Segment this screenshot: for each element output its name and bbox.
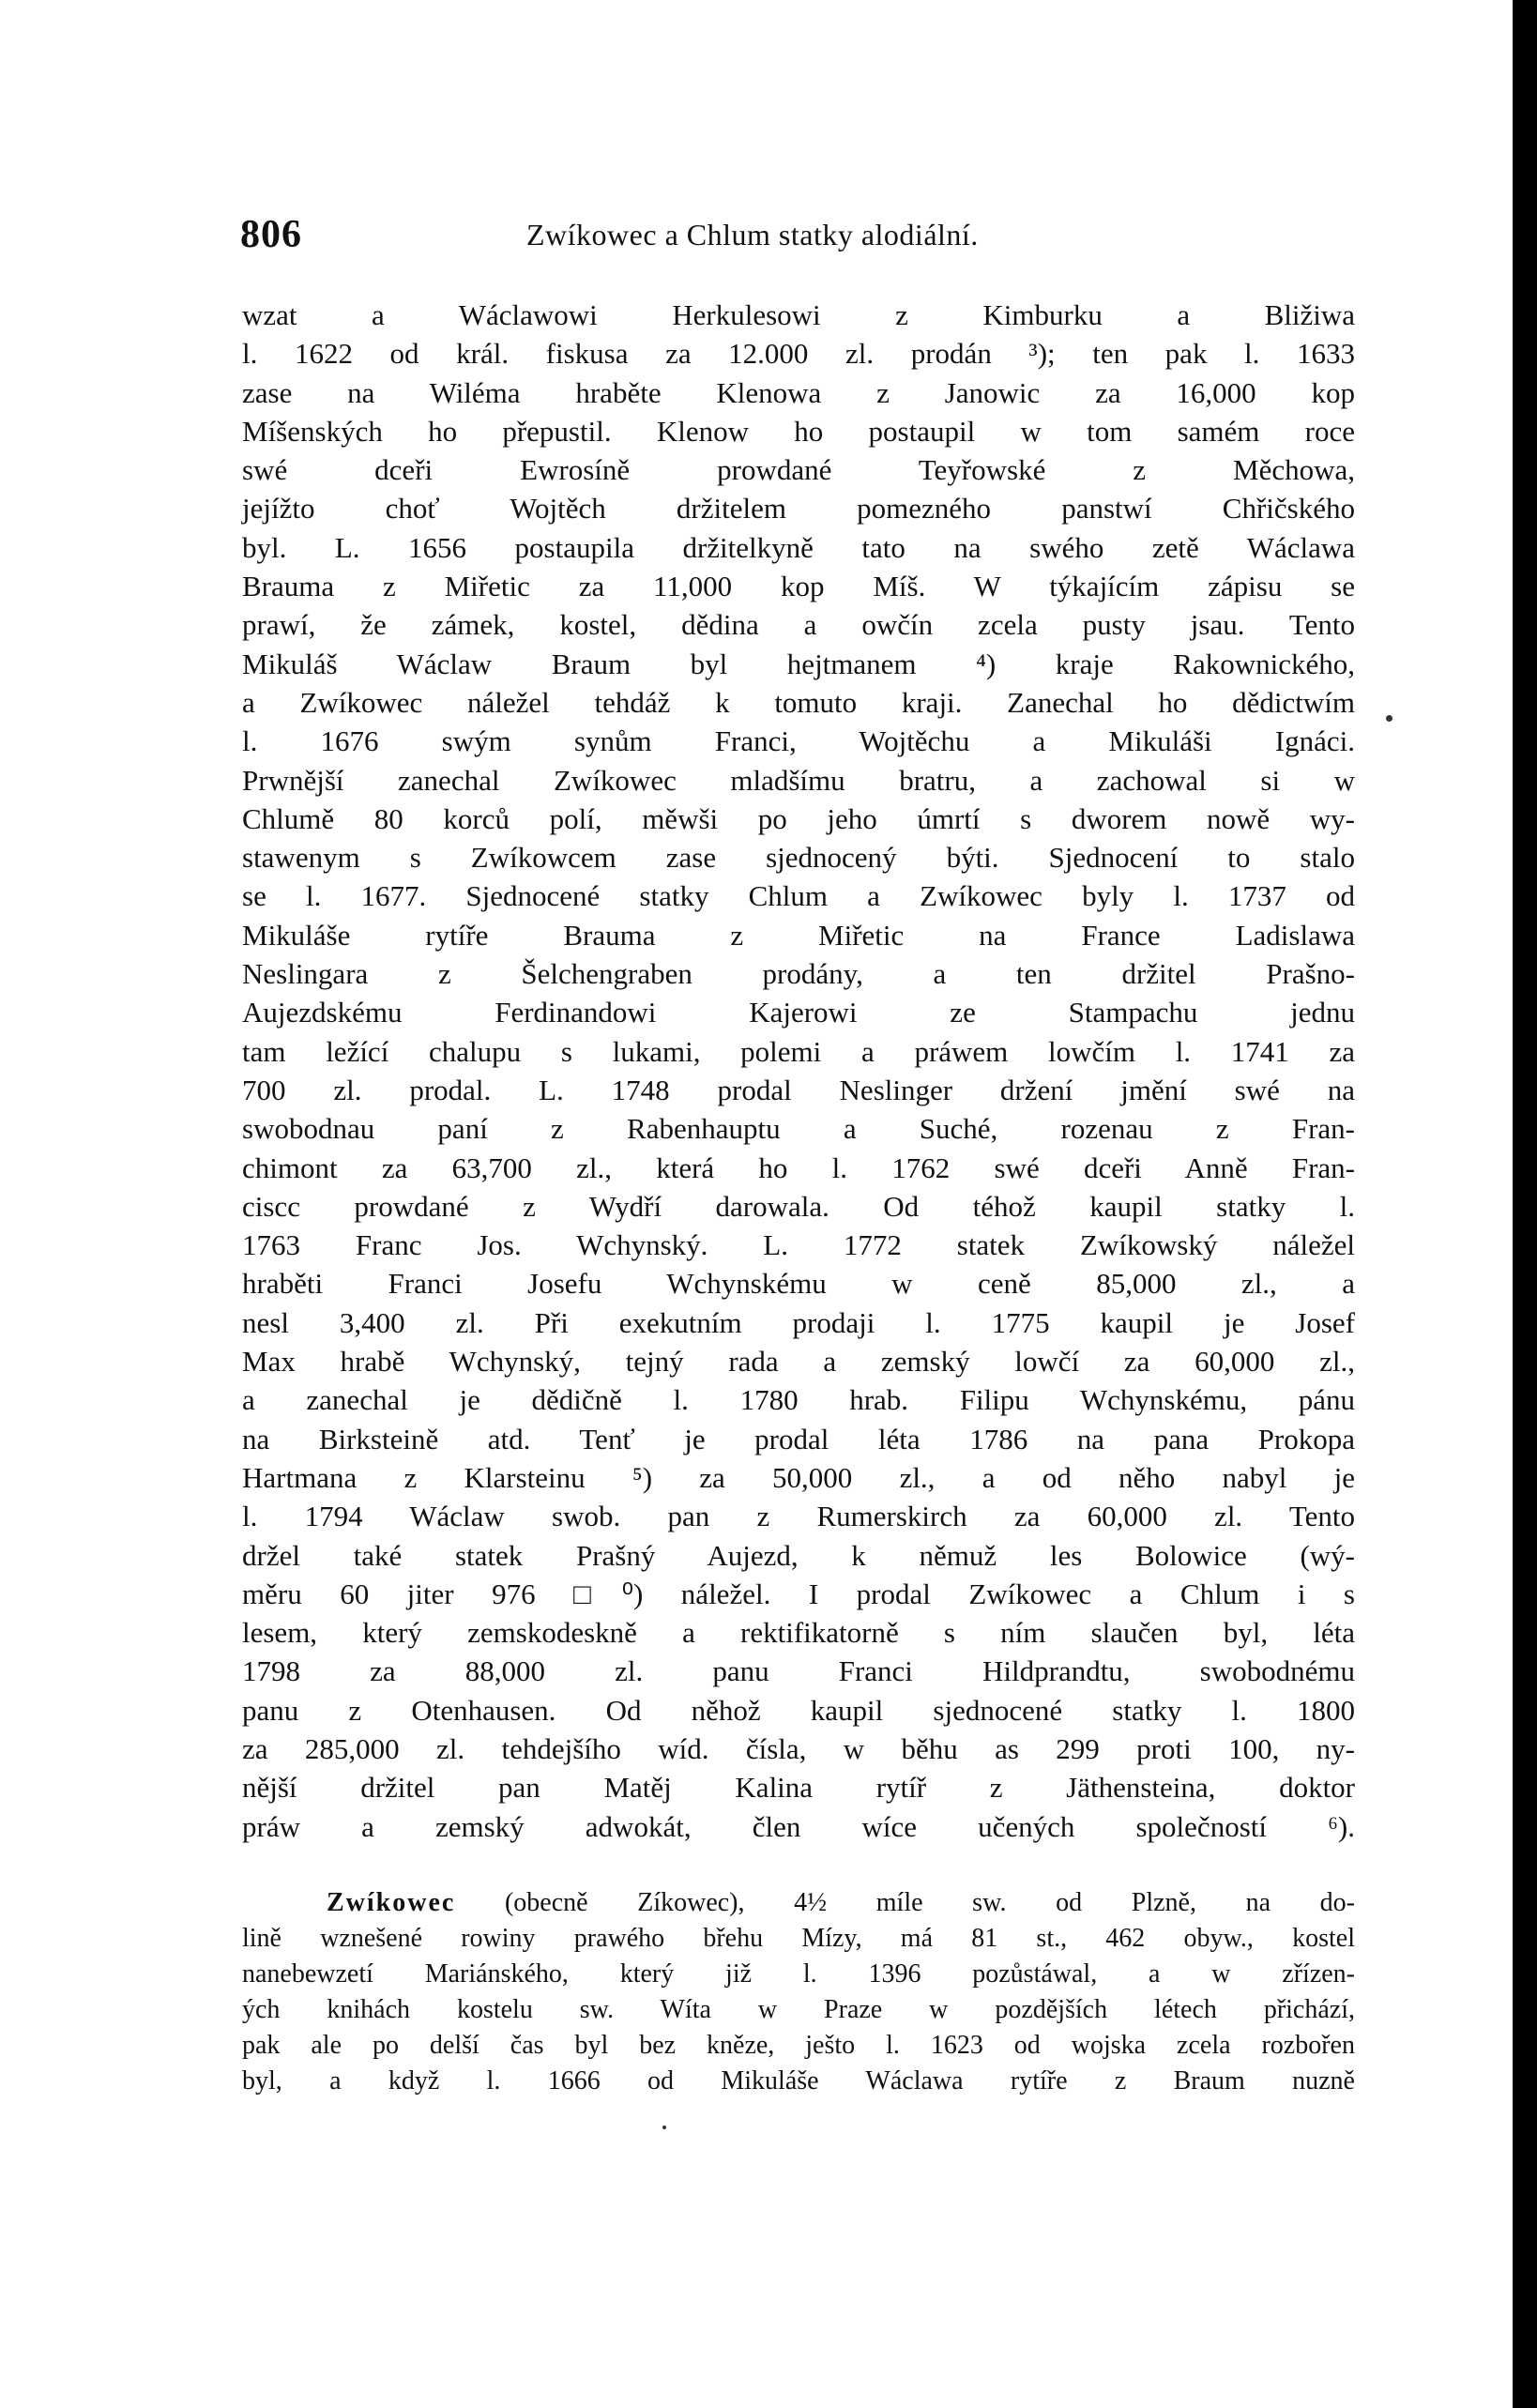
text-line: Max hrabě Wchynský, tejný rada a zemský lowčí za 60,000 zl., bbox=[242, 1345, 1355, 1379]
text-line: měru 60 jiter 976 □⁰) náležel. I prodal Zwíkowec a Chlum i s bbox=[242, 1577, 1355, 1610]
text-line: tam ležící chalupu s lukami, polemi a práwem lowčím l. 1741 za bbox=[242, 1034, 1355, 1068]
page-header bbox=[240, 212, 1340, 268]
text-line: Mikuláše rytíře Brauma z Miřetic na France Ladislawa bbox=[242, 918, 1355, 952]
text-line: Hartmana z Klarsteinu ⁵) za 50,000 zl., a od něho nabyl je bbox=[242, 1460, 1355, 1494]
text-line: se l. 1677. Sjednocené statky Chlum a Zwíkowec byly l. 1737 od bbox=[242, 879, 1355, 913]
text-line: a Zwíkowec náležel tehdáž k tomuto kraji. Zanechal ho dědictwím bbox=[242, 685, 1355, 719]
page-body bbox=[242, 296, 1355, 2099]
text-line: byl, a když l. 1666 od Mikuláše Wáclawa rytíře z Braum nuzně bbox=[242, 2065, 1355, 2096]
text-line: Brauma z Miřetic za 11,000 kop Míš. W týkajícím zápisu se bbox=[242, 570, 1355, 603]
text-line: prawí, že zámek, kostel, dědina a owčín zcela pusty jsau. Tento bbox=[242, 608, 1355, 642]
text-line: zase na Wiléma hraběte Klenowa z Janowic za 16,000 kop bbox=[242, 375, 1355, 409]
text-line: l. 1794 Wáclaw swob. pan z Rumerskirch za 60,000 zl. Tento bbox=[242, 1500, 1355, 1533]
text-line: Míšenských ho přepustil. Klenow ho postaupil w tom samém roce bbox=[242, 414, 1355, 448]
text-line: stawenym s Zwíkowcem zase sjednocený býti. Sjednocení to stalo bbox=[242, 841, 1355, 875]
text-line: Mikuláš Wáclaw Braum byl hejtmanem ⁴) kraje Rakownického, bbox=[242, 647, 1355, 680]
text-line: chimont za 63,700 zl., která ho l. 1762 swé dceři Anně Fran- bbox=[242, 1151, 1355, 1184]
text-line: jejížto choť Wojtěch držitelem pomezného panstwí Chřičského bbox=[242, 492, 1355, 526]
text-line: Chlumě 80 korců polí, měwši po jeho úmrtí s dworem nowě wy- bbox=[242, 801, 1355, 835]
text-line: l. 1676 swým synům Franci, Wojtěchu a Mikuláši Ignáci. bbox=[242, 724, 1355, 758]
page-number: 806 bbox=[240, 213, 302, 256]
running-head: Zwíkowec a Chlum statky alodiální. bbox=[526, 218, 979, 251]
margin-dot bbox=[662, 2126, 666, 2129]
text-line: l. 1622 od král. fiskusa za 12.000 zl. prodán ³); ten pak l. 1633 bbox=[242, 337, 1355, 371]
text-line: nanebewzetí Mariánského, který již l. 1396 pozůstáwal, a w zřízen- bbox=[242, 1958, 1355, 1989]
text-line: nější držitel pan Matěj Kalina rytíř z Jäthensteina, doktor bbox=[242, 1771, 1355, 1805]
text-line: práw a zemský adwokát, člen wíce učených společností ⁶). bbox=[242, 1809, 1355, 1843]
text-line: držel také statek Prašný Aujezd, k němuž les Bolowice (wý- bbox=[242, 1538, 1355, 1572]
text-line: swobodnau paní z Rabenhauptu a Suché, rozenau z Fran- bbox=[242, 1112, 1355, 1146]
text-line: swé dceři Ewrosíně prowdané Teyřowské z Měchowa, bbox=[242, 453, 1355, 487]
text-line: lině wznešené rowiny prawého břehu Mízy, má 81 st., 462 obyw., kostel bbox=[242, 1923, 1355, 1953]
text-line: na Birksteině atd. Tenť je prodal léta 1786 na pana Prokopa bbox=[242, 1422, 1355, 1455]
entry-heading: Zwíkowec bbox=[327, 1887, 456, 1917]
text-line: ciscc prowdané z Wydří darowala. Od téhož kaupil statky l. bbox=[242, 1189, 1355, 1223]
text-line: lesem, který zemskodeskně a rektifikatorně s ním slaučen byl, léta bbox=[242, 1616, 1355, 1650]
text-line: pak ale po delší čas byl bez kněze, ješto l. 1623 od wojska zcela rozbořen bbox=[242, 2030, 1355, 2060]
paragraph-history bbox=[242, 296, 1355, 1846]
text-line: Aujezdskému Ferdinandowi Kajerowi ze Stampachu jednu bbox=[242, 996, 1355, 1029]
text-line: 1763 Franc Jos. Wchynský. L. 1772 statek Zwíkowský náležel bbox=[242, 1228, 1355, 1262]
text-line: ých knihách kostelu sw. Wíta w Praze w pozdějších létech přichází, bbox=[242, 1994, 1355, 2024]
text-line: panu z Otenhausen. Od něhož kaupil sjednocené statky l. 1800 bbox=[242, 1693, 1355, 1727]
paragraph-zwikowec bbox=[242, 1885, 1355, 2099]
page-edge-border bbox=[1513, 0, 1537, 2408]
margin-dot bbox=[1386, 715, 1392, 722]
text-line: a zanechal je dědičně l. 1780 hrab. Filipu Wchynskému, pánu bbox=[242, 1383, 1355, 1417]
text-line: Prwnější zanechal Zwíkowec mladšímu bratru, a zachowal si w bbox=[242, 763, 1355, 797]
text-line: 1798 za 88,000 zl. panu Franci Hildprandtu, swobodnému bbox=[242, 1654, 1355, 1688]
text-line: hraběti Franci Josefu Wchynskému w ceně 85,000 zl., a bbox=[242, 1267, 1355, 1301]
text-line bbox=[242, 1885, 1355, 1921]
text-line-rest: (obecně Zíkowec), 4½ míle sw. od Plzně, na do- bbox=[455, 1887, 1355, 1917]
text-line: wzat a Wáclawowi Herkulesowi z Kimburku a Bližiwa bbox=[242, 298, 1355, 331]
text-line: byl. L. 1656 postaupila držitelkyně tato na swého zetě Wáclawa bbox=[242, 530, 1355, 564]
text-line: nesl 3,400 zl. Při exekutním prodaji l. 1775 kaupil je Josef bbox=[242, 1305, 1355, 1339]
text-line: za 285,000 zl. tehdejšího wíd. čísla, w běhu as 299 proti 100, ny- bbox=[242, 1731, 1355, 1765]
text-line: Neslingara z Šelchengraben prodány, a ten držitel Prašno- bbox=[242, 957, 1355, 991]
text-line: 700 zl. prodal. L. 1748 prodal Neslinger držení jmění swé na bbox=[242, 1073, 1355, 1106]
